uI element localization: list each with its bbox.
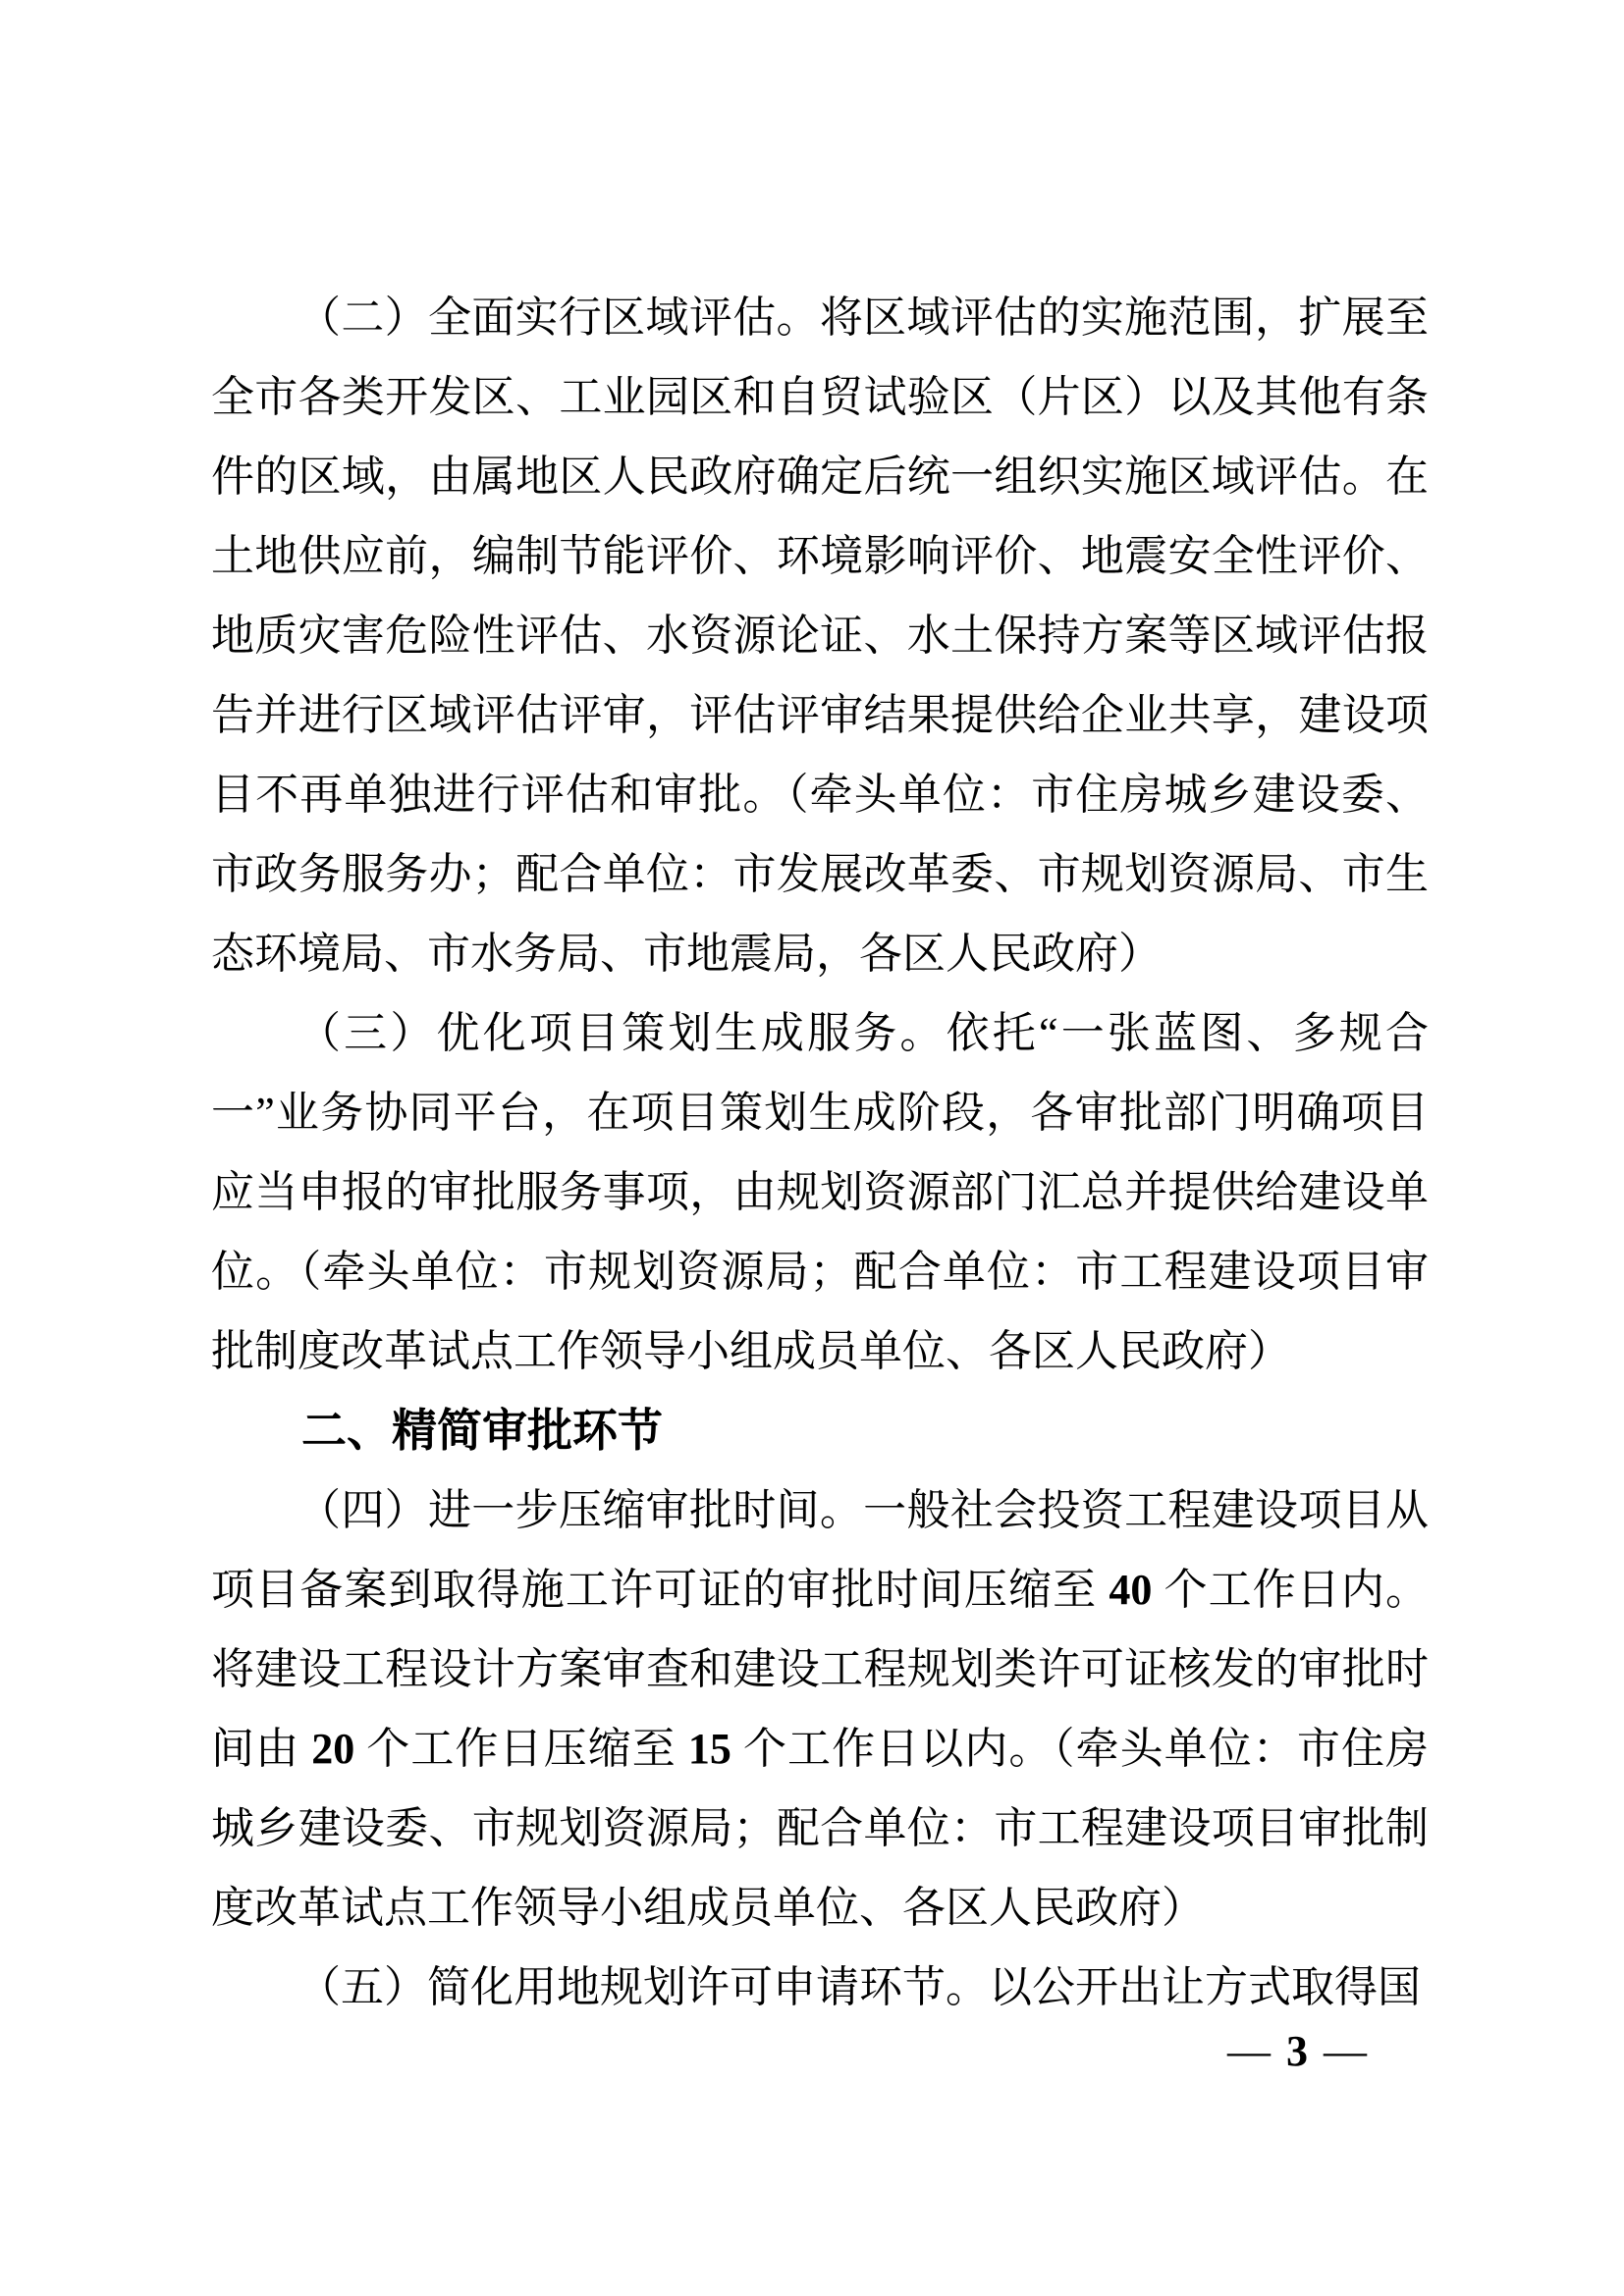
text-run: 个工作日压缩至 — [354, 1725, 688, 1773]
text-run: （四）进一步压缩审批时间。一般社会投资工程建设项目从项目备案到取得施工许可证的审批时间压缩至 — [211, 1486, 1429, 1614]
paragraph — [211, 1948, 1429, 2027]
footer-dash-left: — — [1227, 2027, 1271, 2075]
text-run: 20 — [311, 1725, 355, 1773]
text-run: （五）简化用地规划许可申请环节。以公开出让方式取得国 — [298, 1963, 1421, 2011]
text-run: （三）优化项目策划生成服务。依托“一张蓝图、多规合一”业务协同平台，在项目策划生成阶段，各审批部门明确项目应当申报的审批服务事项，由规划资源部门汇总并提供给建设单位。（牵头单位：市规划资源局；配合单位：市工程建设项目审批制度改革试点工作领导小组成员单位、各区人民政府） — [211, 1009, 1429, 1375]
page-number: 3 — [1286, 2027, 1308, 2075]
section-heading — [211, 1391, 1429, 1470]
text-run: 个工作日内。将建设工程设计方案审查和建设工程规划类许可证核发的审批时间由 — [211, 1566, 1430, 1773]
document-body — [211, 278, 1429, 2027]
text-run: 个工作日以内。（牵头单位：市住房城乡建设委、市规划资源局；配合单位：市工程建设项目审批制度改革试点工作领导小组成员单位、各区人民政府） — [211, 1725, 1430, 1932]
text-run: 40 — [1109, 1566, 1153, 1614]
footer-dash-right: — — [1324, 2027, 1367, 2075]
text-run: 15 — [687, 1725, 731, 1773]
text-run: （二）全面实行区域评估。将区域评估的实施范围，扩展至全市各类开发区、工业园区和自贸试验区（片区）以及其他有条件的区域，由属地区人民政府确定后统一组织实施区域评估。在土地供应前，编制节能评价、环境影响评价、地震安全性评价、地质灾害危险性评估、水资源论证、水土保持方案等区域评估报告并进行区域评估评审，评估评审结果提供给企业共享，建设项目不再单独进行评估和审批。（牵头单位：市住房城乡建设委、市政务服务办；配合单位：市发展改革委、市规划资源局、市生态环境局、市水务局、市地震局，各区人民政府） — [211, 294, 1429, 978]
text-run: 二、精简审批环节 — [301, 1405, 663, 1456]
page-footer — [1227, 2024, 1367, 2079]
paragraph — [211, 993, 1429, 1391]
paragraph — [211, 1470, 1429, 1948]
paragraph — [211, 278, 1429, 993]
